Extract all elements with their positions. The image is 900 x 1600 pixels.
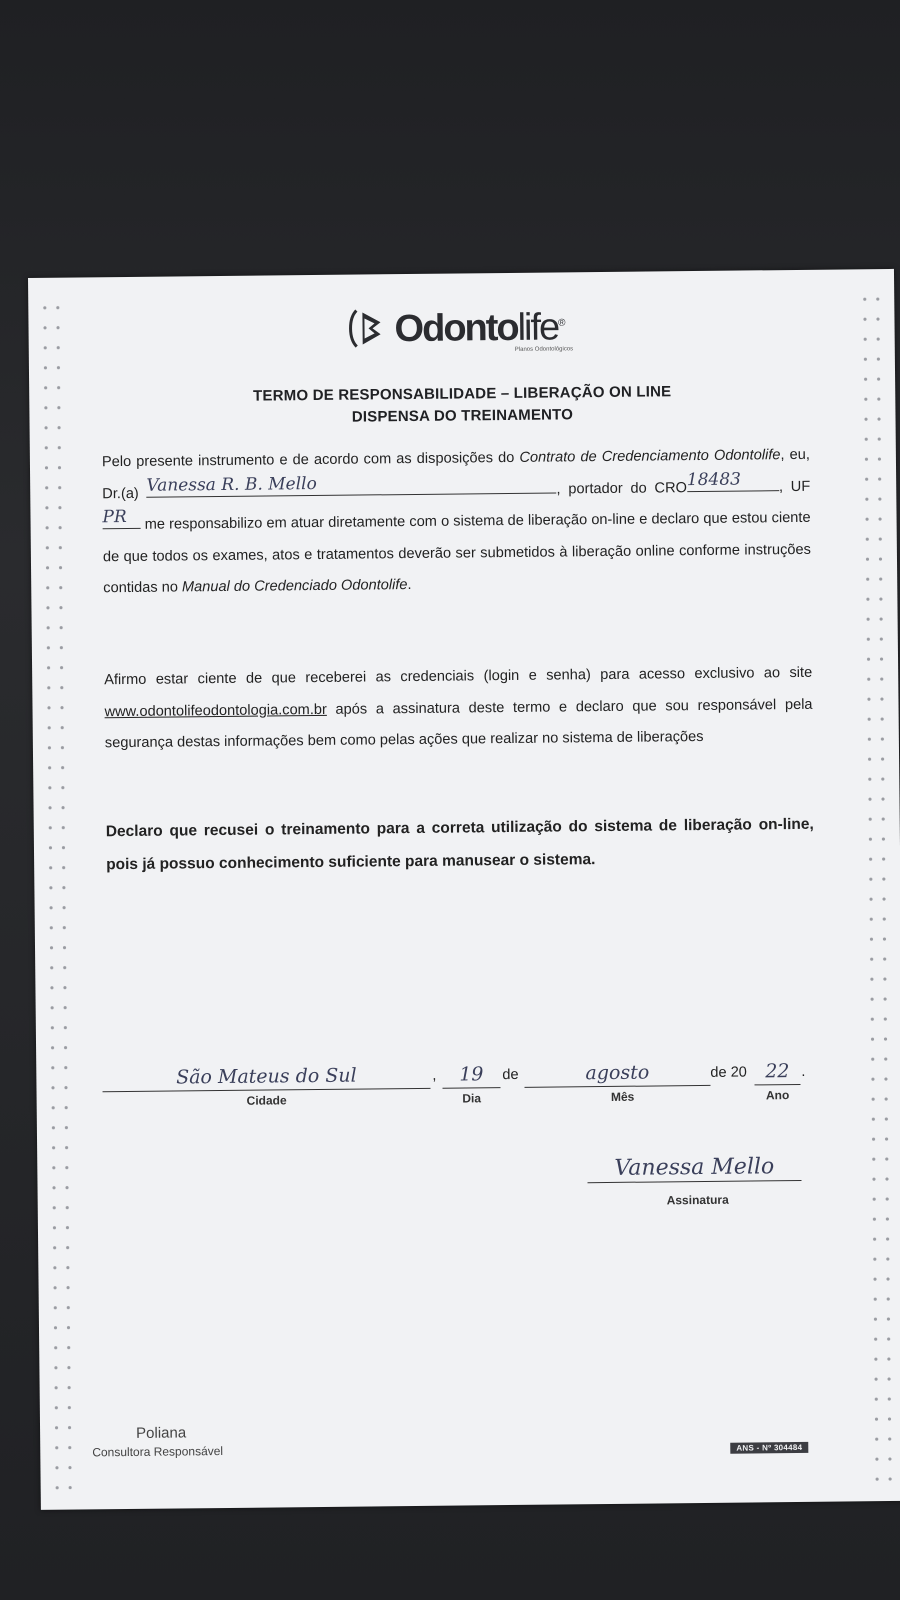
logo-icon [346,306,386,350]
date-line: São Mateus do Sul , Cidade 19 Dia de agosto Mês de 20 22 . Ano [102,1060,843,1128]
ans-badge: ANS - Nº 304484 [730,1442,808,1454]
logo-tagline: Planos Odontológicos [514,346,574,353]
document-title: TERMO DE RESPONSABILIDADE – LIBERAÇÃO ON LINE [253,383,672,405]
document-subtitle: DISPENSA DO TREINAMENTO [351,406,574,426]
paragraph-3: Declaro que recusei o treinamento para a correta utilização do sistema de liberação on-line, pois já possuo conhecimento suficiente para manusear o sistema. [105,815,814,874]
uf-field: PR [102,510,140,529]
site-link[interactable]: www.odontolifeodontologia.com.br [104,701,327,720]
cro-field: 18483 [687,472,779,492]
perforation-right [858,289,896,1481]
odontolife-logo [346,300,577,356]
de-text-2: de 20 [710,1064,747,1081]
signature-line [587,1150,801,1183]
city-label: Cidade [246,1093,287,1108]
doctor-name-field: Vanessa R. B. Mello [146,474,556,497]
paragraph-2: Afirmo estar ciente de que receberei as credenciais (login e senha) para acesso exclusivo ao site www.odontolifeodontologia.com.br após a assinatura deste termo e declaro que sou responsável pela segurança destas informações bem como pelas ações que realizar no sistema de liberações [104,664,813,752]
day-label: Dia [462,1091,482,1106]
consultant-role: Consultora Responsável [92,1444,224,1460]
year-label: Ano [765,1088,790,1103]
month-field: agosto [524,1061,710,1088]
document-page [28,269,900,1510]
de-text-1: de [502,1066,519,1084]
city-field: São Mateus do Sul [102,1064,430,1092]
contract-name: Contrato de Credenciamento Odontolife [519,447,781,466]
paragraph-1: Pelo presente instrumento e de acordo com as disposições do Contrato de Credenciamento Odontolife, eu, Dr.(a) Vanessa R. B. Mello , portador do CRO 18483 , UF PR me responsabilizo em atuar diretamente com o sistema de liberação on-line e declaro que estou ciente de que todos os exames, atos e tratamentos deverão ser submetidos à liberação online conforme instruções contidas no Manual do Credenciado Odontolife. [101,446,811,597]
year-field: 22 [754,1060,800,1085]
signature-label: Assinatura [666,1192,729,1208]
signature: Vanessa Mello [614,1154,775,1181]
month-label: Mês [610,1089,635,1104]
manual-name: Manual do Credenciado Odontolife [181,577,408,596]
logo-wordmark: Odontolife® [394,306,564,351]
perforation-left [38,298,76,1490]
consultant-name: Poliana [136,1424,187,1442]
day-field: 19 [442,1063,500,1089]
